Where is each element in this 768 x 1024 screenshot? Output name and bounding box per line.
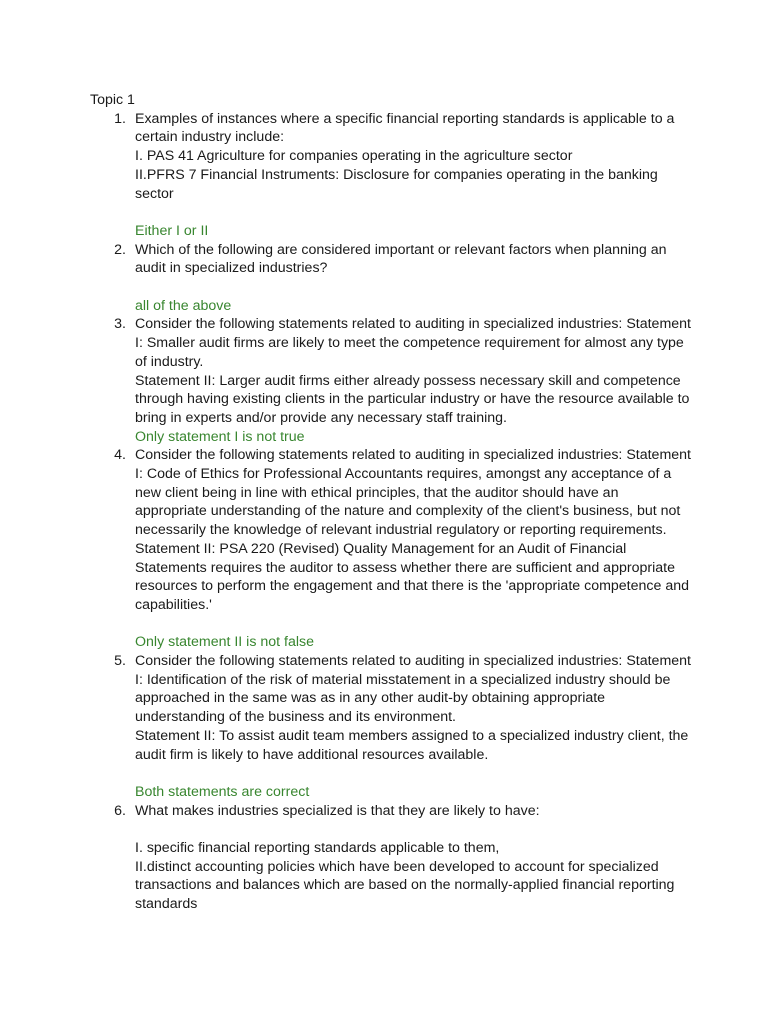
- question-line: Consider the following statements related to auditing in specialized industries: Statement: [135, 316, 691, 333]
- topic-heading: Topic 1: [90, 92, 135, 108]
- question-line: Which of the following are considered important or relevant factors when planning an: [135, 241, 667, 258]
- question-line: necessarily the knowledge of relevant industrial regulatory or reporting requirements.: [135, 522, 667, 539]
- blank-line: [135, 820, 690, 839]
- answer-text: Either I or II: [135, 222, 209, 239]
- question-number: 1.: [114, 110, 126, 127]
- question-line: audit firm is likely to have additional resources available.: [135, 746, 489, 763]
- question-line: resources to perform the engagement and that there is the 'appropriate competence and: [135, 578, 689, 595]
- question-line: understanding of the business and its environment.: [135, 709, 456, 726]
- blank-line: [135, 764, 690, 783]
- question-line: Consider the following statements related to auditing in specialized industries: Statement: [135, 653, 691, 670]
- question-line: sector: [135, 185, 174, 202]
- answer-text: Only statement I is not true: [135, 428, 305, 445]
- question-line: standards: [135, 896, 198, 913]
- question-line: Statement II: Larger audit firms either already possess necessary skill and competence: [135, 372, 681, 389]
- question-5: [90, 652, 690, 802]
- question-number: 4.: [114, 447, 126, 464]
- question-line: certain industry include:: [135, 129, 285, 146]
- question-3: [90, 315, 690, 446]
- question-line: Consider the following statements related to auditing in specialized industries: Statement: [135, 447, 691, 464]
- question-line: through having existing clients in the particular industry or have the resource available to: [135, 391, 690, 408]
- blank-line: [135, 278, 690, 297]
- question-line: appropriate understanding of the nature and complexity of the client's business, but not: [135, 503, 681, 520]
- question-number: 3.: [114, 316, 126, 333]
- question-line: II.PFRS 7 Financial Instruments: Disclosure for companies operating in the banking: [135, 166, 658, 183]
- question-number: 6.: [114, 802, 126, 819]
- answer-text: Only statement II is not false: [135, 634, 314, 651]
- question-line: I: Identification of the risk of material misstatement in a specialized industry should be: [135, 671, 671, 688]
- document-body: [90, 91, 690, 914]
- question-6: [90, 802, 690, 914]
- question-number: 5.: [114, 653, 126, 670]
- question-1: [90, 110, 690, 241]
- blank-line: [135, 203, 690, 222]
- question-line: I. specific financial reporting standards applicable to them,: [135, 840, 500, 857]
- question-line: II.distinct accounting policies which have been developed to account for specialized: [135, 858, 659, 875]
- question-line: of industry.: [135, 353, 204, 370]
- question-2: [90, 241, 690, 316]
- question-line: What makes industries specialized is that they are likely to have:: [135, 802, 540, 819]
- question-line: I: Code of Ethics for Professional Accountants requires, amongst any acceptance of a: [135, 466, 672, 483]
- question-line: I. PAS 41 Agriculture for companies operating in the agriculture sector: [135, 148, 573, 165]
- question-line: I: Smaller audit firms are likely to meet the competence requirement for almost any type: [135, 335, 684, 352]
- question-line: transactions and balances which are based on the normally-applied financial reporting: [135, 877, 675, 894]
- question-line: Statement II: To assist audit team members assigned to a specialized industry client, the: [135, 727, 689, 744]
- question-line: audit in specialized industries?: [135, 260, 328, 277]
- question-line: Statements requires the auditor to assess whether there are sufficient and appropriate: [135, 559, 675, 576]
- blank-line: [135, 615, 690, 634]
- question-line: new client being in line with ethical principles, that the auditor should have an: [135, 484, 619, 501]
- question-line: Statement II: PSA 220 (Revised) Quality Management for an Audit of Financial: [135, 540, 627, 557]
- answer-text: Both statements are correct: [135, 783, 310, 800]
- question-number: 2.: [114, 241, 126, 258]
- question-4: [90, 446, 690, 652]
- question-line: approached in the same was as in any other audit-by obtaining appropriate: [135, 690, 606, 707]
- answer-text: all of the above: [135, 297, 232, 314]
- question-line: Examples of instances where a specific financial reporting standards is applicable to a: [135, 110, 675, 127]
- question-line: bring in experts and/or provide any necessary staff training.: [135, 409, 507, 426]
- question-line: capabilities.': [135, 596, 212, 613]
